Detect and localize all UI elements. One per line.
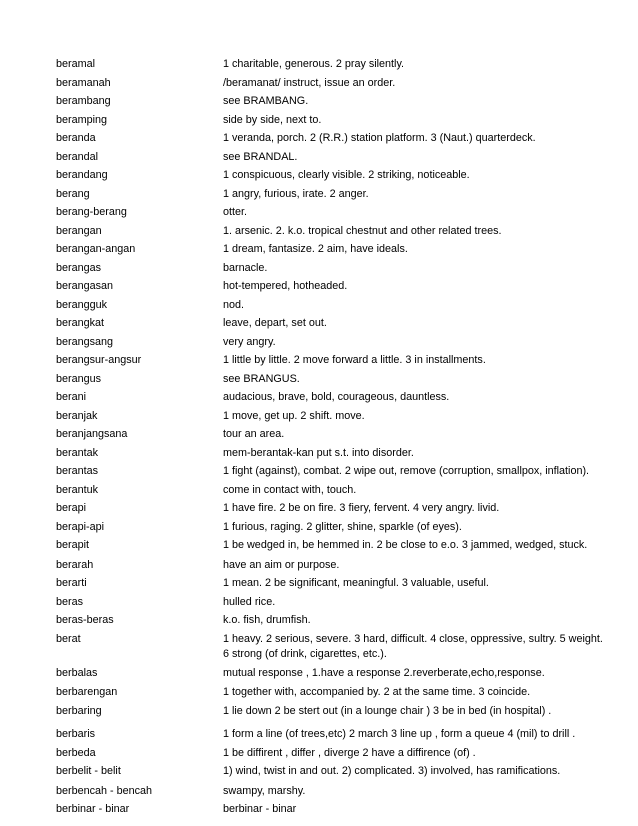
list-item: [56, 685, 596, 701]
headword: beramal: [56, 58, 96, 70]
list-item: [56, 353, 596, 369]
definition: 1 mean. 2 be significant, meaningful. 3 valuable, useful.: [223, 577, 489, 589]
definition: side by side, next to.: [223, 113, 322, 126]
headword: berarti: [56, 577, 87, 589]
headword: berambang: [56, 95, 111, 107]
list-item: [56, 131, 596, 147]
definition: 1 charitable, generous. 2 pray silently.: [223, 58, 405, 70]
list-item: [56, 224, 596, 240]
headword: beras: [56, 595, 84, 608]
definition: mem-berantak-kan put s.t. into disorder.: [223, 446, 414, 459]
headword: berarah: [56, 558, 94, 571]
list-item: [56, 464, 596, 480]
list-item: [56, 613, 596, 629]
list-item: [56, 76, 596, 92]
headword: berbaris: [56, 728, 96, 740]
definition: /beramanat/ instruct, issue an order.: [223, 76, 396, 89]
list-item: [56, 316, 596, 332]
headword: berangkat: [56, 317, 105, 329]
list-item: [56, 520, 596, 536]
headword: berantak: [56, 446, 99, 459]
definition: see BRANGUS.: [223, 372, 300, 385]
definition: have an aim or purpose.: [223, 558, 340, 571]
definition: see BRAMBANG.: [223, 95, 309, 107]
definition: otter.: [223, 206, 248, 218]
definition: swampy, marshy.: [223, 784, 306, 797]
definition: 1 move, get up. 2 shift. move.: [223, 409, 365, 422]
definition: leave, depart, set out.: [223, 317, 327, 329]
headword: berandal: [56, 150, 99, 163]
definition: 1 form a line (of trees,etc) 2 march 3 line up , form a queue 4 (mil) to drill .: [223, 728, 576, 740]
list-item: [56, 727, 596, 743]
headword: berbelit - belit: [56, 765, 121, 777]
definition: 1 be diffirent , differ , diverge 2 have a diffirence (of) .: [223, 746, 476, 759]
headword: berbalas: [56, 666, 98, 679]
definition: come in contact with, touch.: [223, 483, 357, 496]
definition: hot-tempered, hotheaded.: [223, 280, 348, 292]
definition: 1 be wedged in, be hemmed in. 2 be close to e.o. 3 jammed, wedged, stuck.: [223, 539, 588, 551]
headword: berandang: [56, 169, 108, 181]
headword: berbeda: [56, 746, 96, 759]
headword: berantuk: [56, 483, 99, 496]
definition: 1 dream, fantasize. 2 aim, have ideals.: [223, 243, 408, 255]
definition: 1 angry, furious, irate. 2 anger.: [223, 187, 369, 200]
headword: beranjak: [56, 409, 98, 422]
headword: berbinar - binar: [56, 803, 130, 815]
list-item: [56, 372, 596, 388]
headword: berapi-api: [56, 520, 105, 533]
headword: berani: [56, 391, 87, 403]
list-item: [56, 187, 596, 203]
list-item: [56, 298, 596, 314]
headword: berangan-angan: [56, 243, 136, 255]
definition: 1 fight (against), combat. 2 wipe out, remove (corruption, smallpox, inflation).: [223, 465, 590, 477]
list-item: [56, 595, 596, 611]
definition: 1 lie down 2 be stert out (in a lounge chair ) 3 be in bed (in hospital) .: [223, 704, 552, 717]
list-item: [56, 446, 596, 462]
headword: berangus: [56, 372, 102, 385]
definition: tour an area.: [223, 428, 285, 440]
headword: beranjangsana: [56, 428, 128, 440]
headword: berbarengan: [56, 686, 118, 698]
list-item: [56, 558, 596, 574]
headword: berangan: [56, 224, 102, 237]
definition: 1. arsenic. 2. k.o. tropical chestnut and other related trees.: [223, 224, 502, 237]
list-item: [56, 94, 596, 110]
list-item: [56, 113, 596, 129]
definition: k.o. fish, drumfish.: [223, 614, 311, 626]
definition: hulled rice.: [223, 595, 276, 608]
list-item: [56, 632, 603, 663]
list-item: [56, 784, 596, 800]
definition: 1 little by little. 2 move forward a little. 3 in installments.: [223, 354, 486, 366]
headword: berangas: [56, 261, 102, 274]
headword: berangasan: [56, 280, 114, 292]
headword: beranda: [56, 132, 96, 144]
list-item: [56, 242, 596, 258]
headword: berangsang: [56, 335, 114, 348]
definition: 1 furious, raging. 2 glitter, shine, sparkle (of eyes).: [223, 520, 462, 533]
definition: 1 conspicuous, clearly visible. 2 striking, noticeable.: [223, 169, 470, 181]
headword: beramping: [56, 113, 108, 126]
list-item: [56, 802, 596, 818]
headword: berat: [56, 632, 81, 645]
list-item: [56, 501, 596, 517]
list-item: [56, 576, 596, 592]
list-item: [56, 279, 596, 295]
definition: 1) wind, twist in and out. 2) complicated. 3) involved, has ramifications.: [223, 765, 561, 777]
list-item: [56, 168, 596, 184]
list-item: [56, 538, 596, 554]
headword: berapit: [56, 539, 90, 551]
definition: very angry.: [223, 335, 276, 348]
list-item: [56, 150, 596, 166]
list-item: [56, 409, 596, 425]
list-item: [56, 205, 596, 221]
definition: audacious, brave, bold, courageous, dauntless.: [223, 391, 450, 403]
definition: 1 together with, accompanied by. 2 at the same time. 3 coincide.: [223, 686, 531, 698]
list-item: [56, 704, 596, 720]
list-item: [56, 764, 596, 780]
list-item: [56, 390, 596, 406]
definition: nod.: [223, 298, 245, 311]
headword: berantas: [56, 465, 99, 477]
definition: barnacle.: [223, 261, 268, 274]
headword: beramanah: [56, 76, 111, 89]
dictionary-entries: [56, 57, 603, 821]
headword: beras-beras: [56, 614, 114, 626]
definition: mutual response , 1.have a response 2.reverberate,echo,response.: [223, 666, 545, 679]
headword: berang-berang: [56, 206, 127, 218]
list-item: [56, 427, 596, 443]
list-item: [56, 666, 596, 682]
headword: berangguk: [56, 298, 108, 311]
definition: see BRANDAL.: [223, 150, 298, 163]
definition: 1 veranda, porch. 2 (R.R.) station platform. 3 (Naut.) quarterdeck.: [223, 132, 536, 144]
headword: berbaring: [56, 704, 102, 717]
definition: berbinar - binar: [223, 803, 297, 815]
definition: 1 have fire. 2 be on fire. 3 fiery, fervent. 4 very angry. livid.: [223, 502, 500, 514]
list-item: [56, 335, 596, 351]
list-item: [56, 57, 596, 73]
headword: berang: [56, 187, 90, 200]
headword: berangsur-angsur: [56, 354, 142, 366]
list-item: [56, 261, 596, 277]
definition: 1 heavy. 2 serious, severe. 3 hard, difficult. 4 close, oppressive, sultry. 5 weight. 6 strong (of drink, cigarettes, etc.).: [223, 632, 603, 660]
list-item: [56, 746, 596, 762]
list-item: [56, 483, 596, 499]
headword: berbencah - bencah: [56, 784, 153, 797]
headword: berapi: [56, 502, 87, 514]
